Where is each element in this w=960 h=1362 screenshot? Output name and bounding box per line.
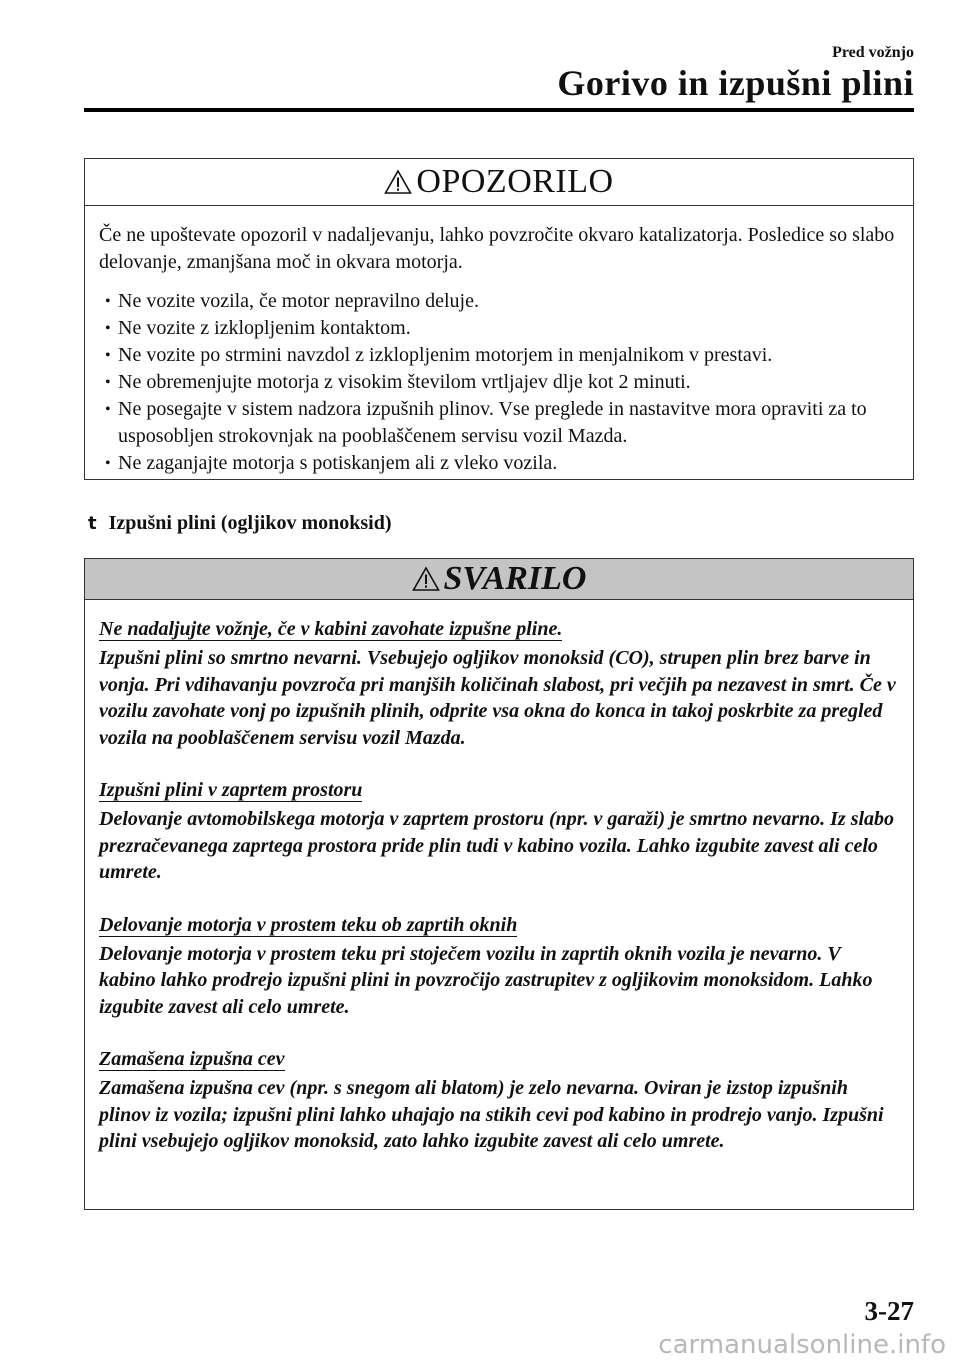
warning-item-text: Ne obremenjujte motorja z visokim številom vrtljajev dlje kot 2 minuti. xyxy=(118,371,691,393)
subsection-marker: t xyxy=(88,513,97,534)
warning-item-text: Ne vozite po strmini navzdol z izklopljenim motorjem in menjalnikom v prestavi. xyxy=(118,344,773,366)
warning-item xyxy=(99,288,899,315)
bullet-glyph: • xyxy=(105,455,111,472)
warning-box xyxy=(84,158,914,480)
caution-block-text: Izpušni plini so smrtno nevarni. Vsebujejo ogljikov monoksid (CO), strupen plin brez barve in vonja. Pri vdihavanju povzroča pri manjših količinah slabost, pri večjih pa nezavest in smrt. Če v vozilu zavohate vonj po izpušnih plinih, odprite vsa okna do konca in takoj poskrbite za pregled vozila na pooblaščenem servisu vozil Mazda. xyxy=(99,647,896,749)
caution-block xyxy=(99,616,899,751)
caution-block-title: Izpušni plini v zaprtem prostoru xyxy=(99,779,363,801)
caution-block-title: Zamašena izpušna cev xyxy=(99,1048,285,1070)
caution-block xyxy=(99,1046,899,1155)
caution-block-title: Ne nadaljujte vožnje, če v kabini zavohate izpušne pline. xyxy=(99,618,563,640)
warning-item-text: Ne vozite vozila, če motor nepravilno deluje. xyxy=(118,290,479,312)
warning-item-text: Ne posegajte v sistem nadzora izpušnih plinov. Vse preglede in nastavitve mora opraviti za to usposobljen strokovnjak na pooblaščenem servisu vozil Mazda. xyxy=(118,398,867,447)
bullet-glyph: • xyxy=(105,320,111,337)
caution-block-text: Delovanje motorja v prostem teku pri stoječem vozilu in zaprtih oknih vozila je nevarno. V kabino lahko prodrejo izpušni plini in povzročijo zastrupitev z ogljikovim monoksidom. Lahko izgubite zavest ali celo umrete. xyxy=(99,942,873,1018)
bullet-glyph: • xyxy=(105,374,111,391)
warning-body xyxy=(85,206,913,477)
section-title: Gorivo in izpušni plini xyxy=(557,63,914,103)
caution-block xyxy=(99,912,899,1021)
warning-label: OPOZORILO xyxy=(416,163,614,200)
warning-item xyxy=(99,369,899,396)
warning-triangle-icon xyxy=(384,169,412,195)
page-number: 3-27 xyxy=(864,1296,914,1326)
caution-block-text: Delovanje avtomobilskega motorja v zaprtem prostoru (npr. v garaži) je smrtno nevarno. Iz slabo prezračevanega zaprtega prostora pride plin tudi v kabino vozila. Lahko izgubite zavest ali celo umrete. xyxy=(99,808,895,883)
caution-header xyxy=(85,559,913,600)
caution-label: SVARILO xyxy=(443,560,587,597)
warning-item-text: Ne zaganjajte motorja s potiskanjem ali z vleko vozila. xyxy=(118,452,558,474)
subsection-heading xyxy=(88,512,391,535)
caution-box xyxy=(84,558,914,1210)
warning-item xyxy=(99,315,899,342)
bullet-glyph: • xyxy=(105,347,111,364)
caution-block-text: Zamašena izpušna cev (npr. s snegom ali blatom) je zelo nevarna. Oviran je izstop izpušnih plinov iz vozila; izpušni plini lahko uhajajo na stikih cevi pod kabino in prodrejo vanjo. Izpušni plini vsebujejo ogljikov monoksid, zato lahko izgubite zavest ali celo umrete. xyxy=(99,1077,884,1152)
warning-header xyxy=(85,159,913,206)
warning-list xyxy=(99,288,899,477)
bullet-glyph: • xyxy=(105,293,111,310)
warning-triangle-icon xyxy=(412,566,440,592)
header-rule xyxy=(84,108,914,112)
caution-body xyxy=(85,600,913,1155)
chapter-title: Pred vožnjo xyxy=(832,44,914,61)
warning-item xyxy=(99,450,899,477)
warning-item xyxy=(99,342,899,369)
watermark: carmanualsonline.info xyxy=(658,1330,946,1360)
caution-block-title: Delovanje motorja v prostem teku ob zaprtih oknih xyxy=(99,913,518,936)
warning-item-text: Ne vozite z izklopljenim kontaktom. xyxy=(118,317,411,339)
subsection-title: Izpušni plini (ogljikov monoksid) xyxy=(108,512,392,534)
bullet-glyph: • xyxy=(105,401,111,418)
warning-intro: Če ne upoštevate opozoril v nadaljevanju, lahko povzročite okvaro katalizatorja. Posledice so slabo delovanje, zmanjšana moč in okvara motorja. xyxy=(99,224,895,273)
warning-item xyxy=(99,396,899,450)
caution-block xyxy=(99,777,899,886)
